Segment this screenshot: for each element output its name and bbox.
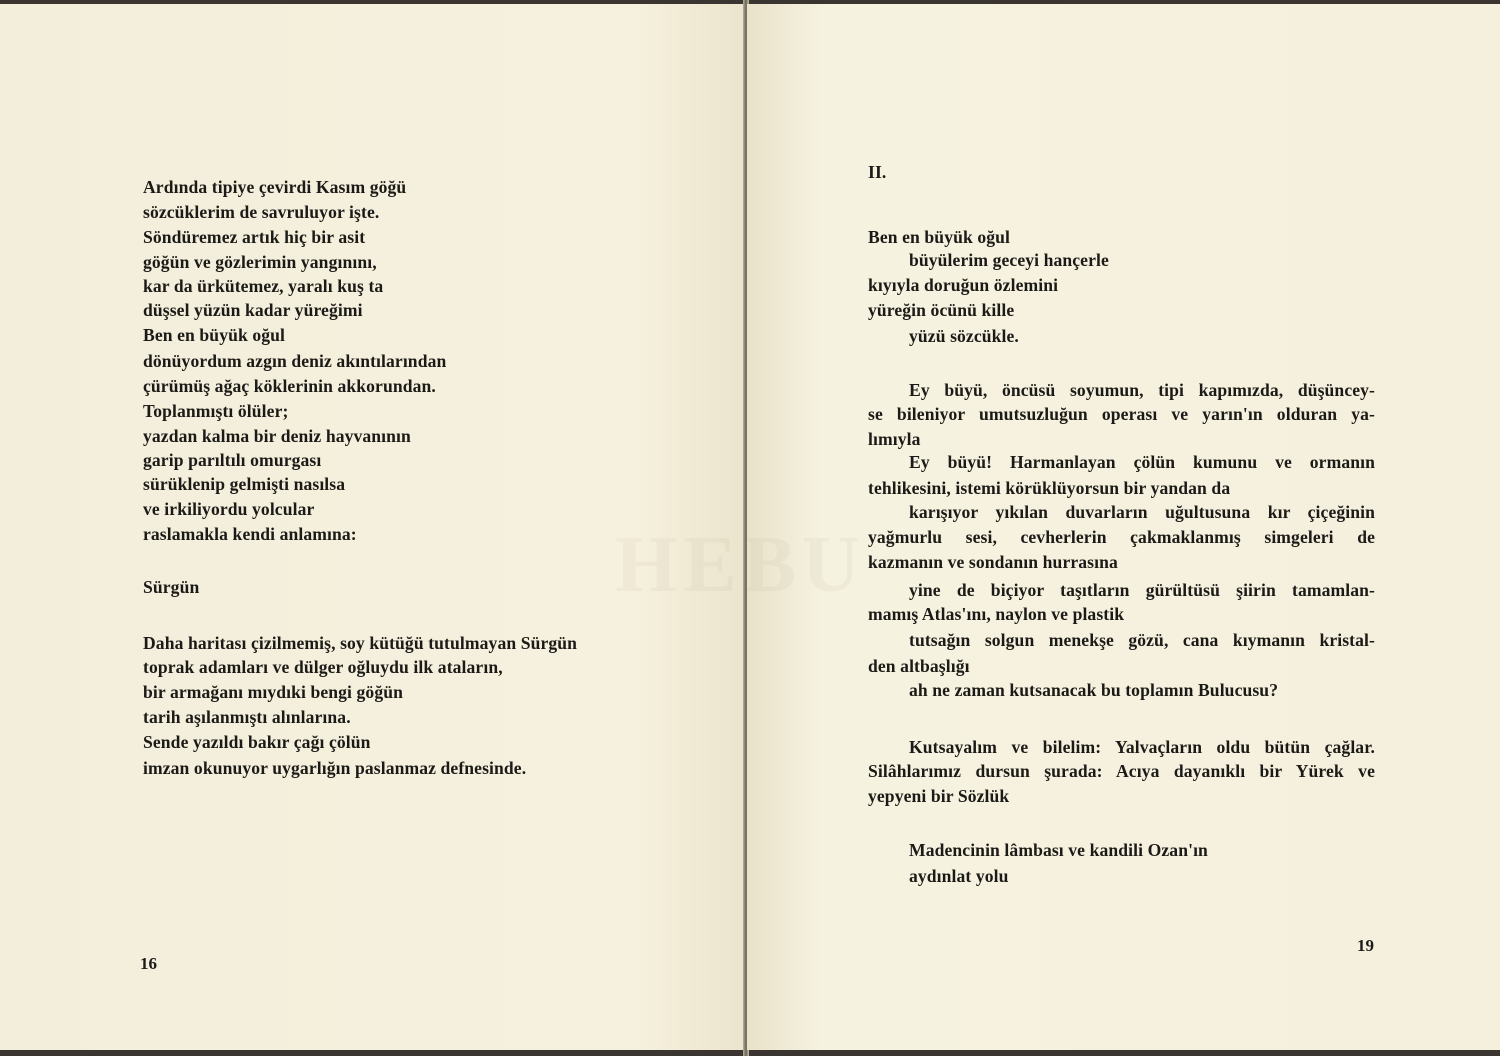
poem-line: Toplanmıştı ölüler; xyxy=(143,401,289,421)
poem-line: bir armağanı mıydıki bengi göğün xyxy=(143,682,403,702)
prose-line: den altbaşlığı xyxy=(868,656,970,676)
prose-line: lımıyla xyxy=(868,429,921,449)
prose-line: tehlikesini, istemi körüklüyorsun bir yandan da xyxy=(868,478,1231,498)
prose-line: ah ne zaman kutsanacak bu toplamın Bulucusu? xyxy=(909,680,1279,700)
poem-line: raslamakla kendi anlamına: xyxy=(143,524,357,544)
poem-line: Daha haritası çizilmemiş, soy kütüğü tutulmayan Sürgün xyxy=(143,633,578,653)
poem-line: Sende yazıldı bakır çağı çölün xyxy=(143,732,371,752)
prose-line: Kutsayalım ve bilelim: Yalvaçların oldu bütün çağlar. xyxy=(909,737,1375,757)
prose-line: karışıyor yıkılan duvarların uğultusuna kır çiçeğinin xyxy=(909,502,1375,522)
prose-line: se bileniyor umutsuzluğun operası ve yarın'ın olduran ya- xyxy=(868,404,1375,424)
poem-line: Söndüremez artık hiç bir asit xyxy=(143,227,366,247)
poem-line: çürümüş ağaç köklerinin akkorundan. xyxy=(143,376,436,396)
poem-line: Madencinin lâmbası ve kandili Ozan'ın xyxy=(909,840,1208,860)
poem-line: kar da ürkütemez, yaralı kuş ta xyxy=(143,276,384,296)
prose-line: Silâhlarımız dursun şurada: Acıya dayanıklı bir Yürek ve xyxy=(868,761,1375,781)
poem-line: aydınlat yolu xyxy=(909,866,1009,886)
prose-line: yağmurlu sesi, cevherlerin çakmaklanmış simgeleri de xyxy=(868,527,1375,547)
prose-line: yine de biçiyor taşıtların gürültüsü şiirin tamamlan- xyxy=(909,580,1375,600)
poem-line: kıyıyla doruğun özlemini xyxy=(868,275,1059,295)
poem-line: sürüklenip gelmişti nasılsa xyxy=(143,474,346,494)
prose-line: mamış Atlas'ını, naylon ve plastik xyxy=(868,604,1125,624)
poem-line: Ardında tipiye çevirdi Kasım göğü xyxy=(143,177,407,197)
prose-line: kazmanın ve sondanın hurrasına xyxy=(868,552,1118,572)
poem-line: Ben en büyük oğul xyxy=(143,325,286,345)
poem-line: yüreğin öcünü kille xyxy=(868,300,1015,320)
page-number: 19 xyxy=(1357,936,1374,955)
poem-line: imzan okunuyor uygarlığın paslanmaz defnesinde. xyxy=(143,758,527,778)
prose-line: yepyeni bir Sözlük xyxy=(868,786,1010,806)
poem-line: tarih aşılanmıştı alınlarına. xyxy=(143,707,351,727)
page-number: 16 xyxy=(140,954,157,973)
poem-line: garip parıltılı omurgası xyxy=(143,450,322,470)
poem-heading: Sürgün xyxy=(143,577,200,597)
section-heading: II. xyxy=(868,162,887,182)
poem-line: göğün ve gözlerimin yangınını, xyxy=(143,252,377,272)
poem-line: dönüyordum azgın deniz akıntılarından xyxy=(143,351,447,371)
poem-line: yüzü sözcükle. xyxy=(909,326,1019,346)
prose-line: tutsağın solgun menekşe gözü, cana kıymanın kristal- xyxy=(909,630,1375,650)
poem-line: toprak adamları ve dülger oğluydu ilk ataların, xyxy=(143,657,503,677)
poem-line: yazdan kalma bir deniz hayvanının xyxy=(143,426,411,446)
poem-line: Ben en büyük oğul xyxy=(868,227,1011,247)
poem-line: sözcüklerim de savruluyor işte. xyxy=(143,202,380,222)
poem-line: büyülerim geceyi hançerle xyxy=(909,250,1109,270)
poem-line: ve irkiliyordu yolcular xyxy=(143,499,315,519)
poem-line: düşsel yüzün kadar yüreğimi xyxy=(143,300,363,320)
prose-line: Ey büyü! Harmanlayan çölün kumunu ve ormanın xyxy=(909,452,1375,472)
prose-line: Ey büyü, öncüsü soyumun, tipi kapımızda, düşüncey- xyxy=(909,380,1375,400)
watermark: HEBU xyxy=(615,521,866,609)
